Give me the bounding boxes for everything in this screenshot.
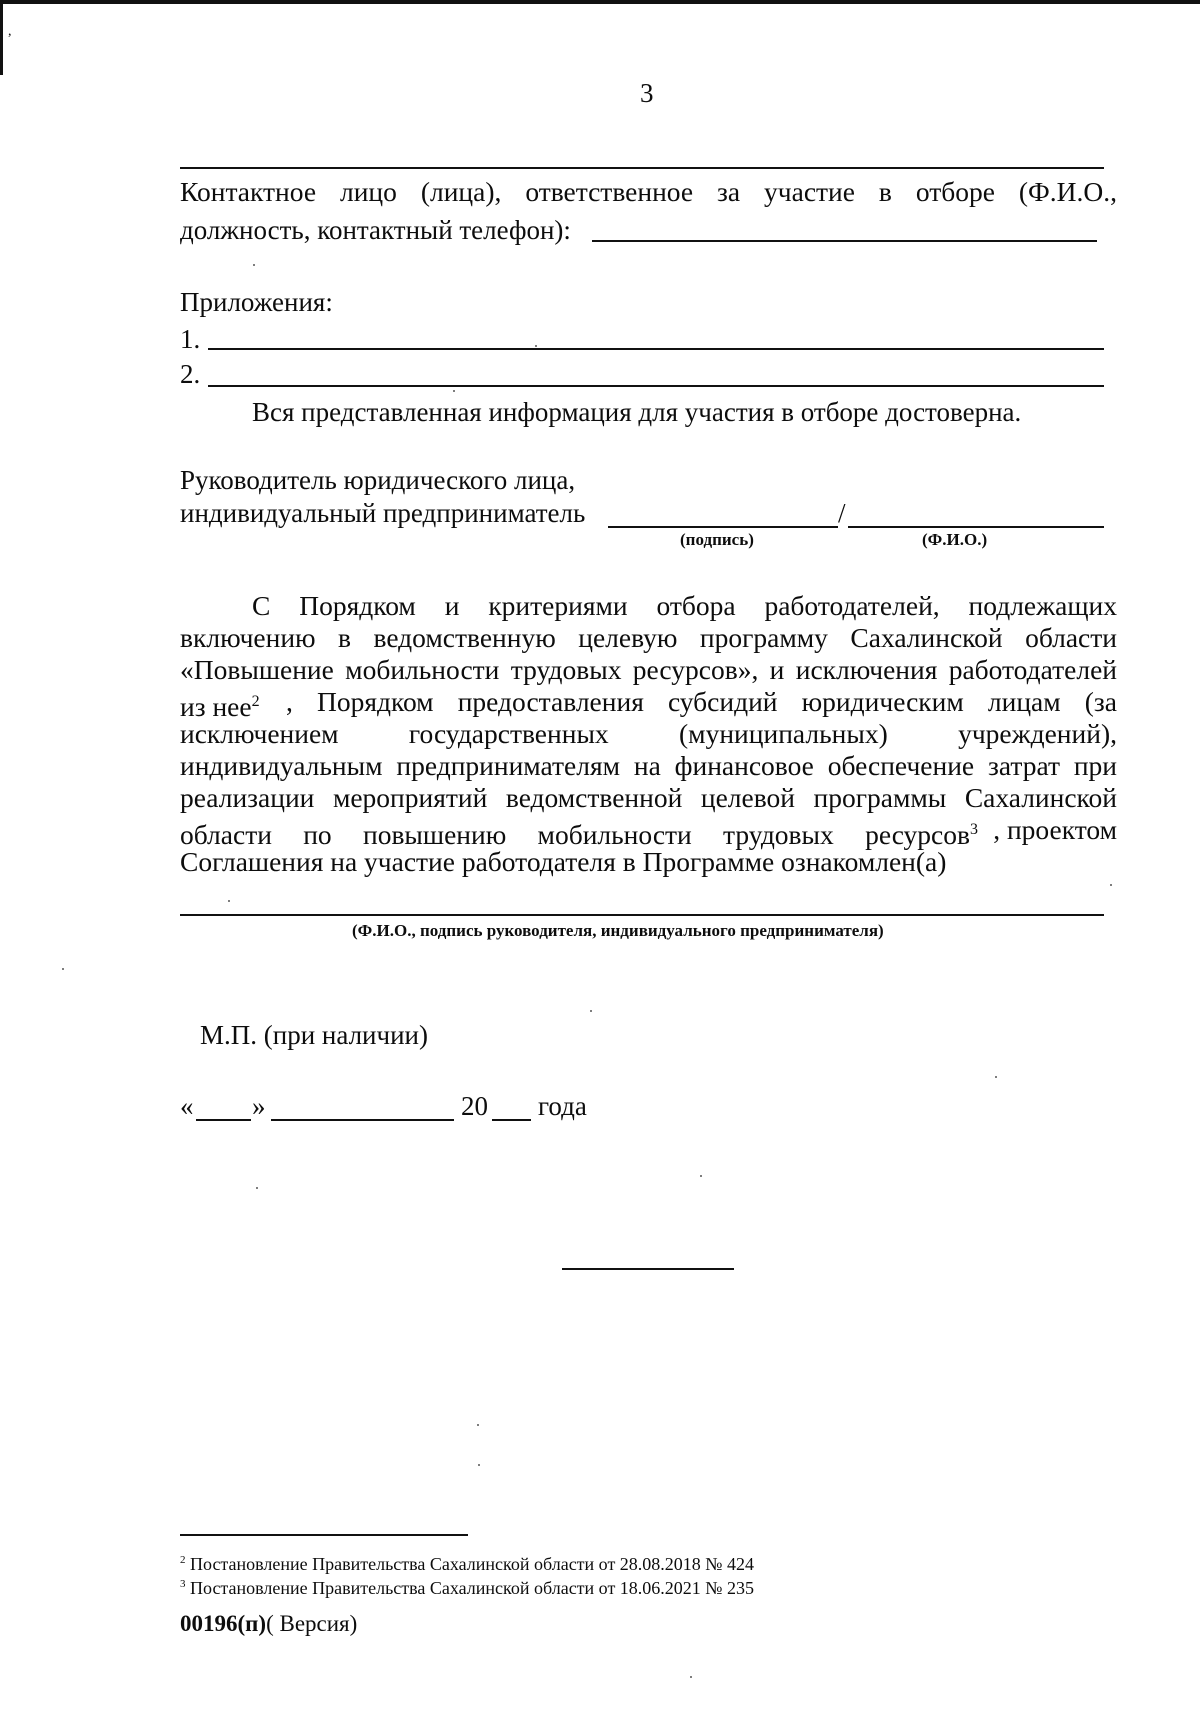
ack-line-4b: , Порядком предоставления субсидий юридическим лицам (за: [286, 686, 1117, 717]
doc-code-number: 00196(п): [180, 1611, 267, 1636]
attachments-heading: Приложения:: [180, 287, 333, 317]
date-month-line: [271, 1119, 454, 1121]
declaration-text: Вся представленная информация для участия в отборе достоверна.: [252, 397, 1022, 427]
footnote-ref-3: 3: [970, 821, 978, 838]
seal-label: М.П. (при наличии): [200, 1020, 428, 1050]
footnote-3-mark: 3: [180, 1578, 186, 1590]
date-year-prefix: 20: [461, 1091, 488, 1121]
ack-line-9: Соглашения на участие работодателя в Программе ознакомлен(а): [180, 846, 947, 877]
footnote-ref-2: 2: [251, 693, 260, 710]
scan-speck: [453, 390, 455, 392]
doc-code: [180, 1610, 357, 1638]
attachment-line-1: [208, 348, 1104, 350]
caption-signature: (подпись): [680, 530, 754, 549]
signature-separator: /: [838, 498, 846, 528]
scan-speck: [478, 1464, 480, 1466]
footnote-2-text: Постановление Правительства Сахалинской области от 28.08.2018 № 424: [190, 1554, 754, 1574]
date-close-quote: »: [252, 1091, 266, 1121]
closing-rule: [562, 1268, 734, 1270]
scan-speck: [700, 1175, 702, 1177]
contact-line-2: должность, контактный телефон):: [180, 215, 571, 245]
ack-caption: (Ф.И.О., подпись руководителя, индивидуального предпринимателя): [352, 921, 884, 940]
date-open-quote: «: [180, 1091, 194, 1121]
scan-speck: [228, 900, 230, 902]
footnote-3: [180, 1573, 754, 1599]
scan-speck: [256, 1187, 258, 1189]
signature-line-1: Руководитель юридического лица,: [180, 465, 576, 495]
ack-line-4a: из нее$^2$: [180, 691, 260, 723]
ack-signature-line: [180, 914, 1104, 916]
scan-speck: [253, 264, 255, 266]
contact-line-1: Контактное лицо (лица), ответственное за участие в отборе (Ф.И.О.,: [180, 176, 1117, 207]
ack-line-5: исключением государственных (муниципальных) учреждений),: [180, 718, 1117, 749]
footnote-3-text: Постановление Правительства Сахалинской области от 18.06.2021 № 235: [190, 1578, 754, 1598]
date-year-line: [492, 1119, 531, 1121]
doc-code-version: ( Версия): [266, 1611, 358, 1636]
page-number: 3: [640, 78, 654, 108]
scan-mark: ,: [8, 24, 12, 39]
footnote-2-mark: 2: [180, 1554, 186, 1566]
contact-field-line: [592, 240, 1097, 242]
scan-speck: [477, 1424, 479, 1426]
scan-speck: [995, 1076, 997, 1078]
date-year-suffix: года: [538, 1091, 587, 1121]
scan-speck: [62, 968, 64, 970]
scan-speck: [1110, 884, 1112, 886]
scan-speck: [535, 345, 537, 347]
scan-border-left: [0, 0, 3, 75]
attachment-line-2: [208, 385, 1104, 387]
scan-speck: [590, 1010, 592, 1012]
attachment-item-2: 2.: [180, 359, 201, 389]
signature-line-2: индивидуальный предприниматель: [180, 498, 586, 528]
ack-line-6: индивидуальным предпринимателям на финансовое обеспечение затрат при: [180, 750, 1117, 781]
attachment-item-1: 1.: [180, 324, 201, 354]
ack-line-3: «Повышение мобильности трудовых ресурсов», и исключения работодателей: [180, 654, 1117, 685]
signature-field-line: [608, 526, 838, 528]
footnote-2: [180, 1549, 754, 1575]
scan-border-top: [0, 0, 1200, 4]
ack-line-7: реализации мероприятий ведомственной целевой программы Сахалинской: [180, 782, 1117, 813]
ack-line-1: С Порядком и критериями отбора работодателей, подлежащих: [252, 590, 1117, 621]
date-day-line: [196, 1119, 251, 1121]
ack-line-2: включению в ведомственную целевую программу Сахалинской области: [180, 622, 1117, 653]
ack-line-8b: , проектом: [993, 814, 1117, 845]
caption-name: (Ф.И.О.): [922, 530, 988, 549]
top-rule: [180, 167, 1104, 169]
name-field-line: [848, 526, 1104, 528]
scan-speck: [690, 1676, 692, 1678]
footnote-separator: [180, 1534, 468, 1536]
ack-line-8-text: области по повышению мобильности трудовых ресурсов: [180, 819, 970, 851]
